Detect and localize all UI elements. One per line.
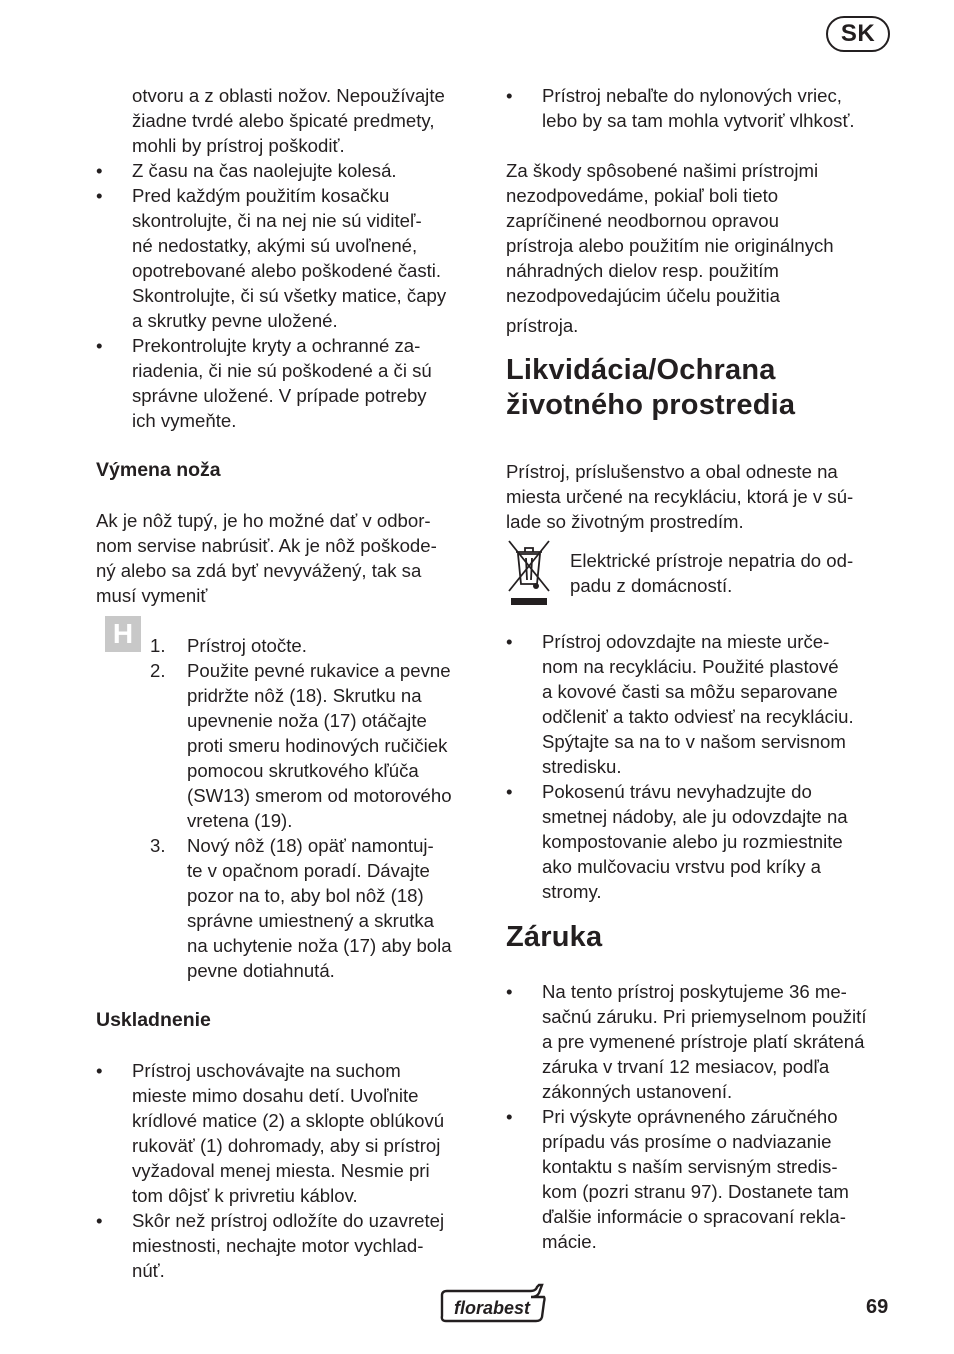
language-badge: SK [826, 16, 890, 52]
left-column [96, 83, 482, 1283]
text-line: zapríčinené neodbornou opravou [506, 210, 779, 231]
step-item [150, 633, 482, 658]
text-line: kontaktu s naším servisným stredis- [542, 1156, 838, 1177]
text-line: Na tento prístroj poskytujeme 36 me- [542, 981, 847, 1002]
text-line: nom servise nabrúsiť. Ak je nôž poškode- [96, 535, 437, 556]
section-heading-vymena: Výmena noža [96, 459, 221, 481]
bullet-dot: • [506, 781, 513, 802]
bullet-dot: • [506, 631, 513, 652]
intro-paragraph [96, 83, 482, 158]
weee-text [570, 548, 894, 598]
text-line: Prístroj otočte. [187, 635, 307, 656]
text-line: pozor na to, aby bol nôž (18) [187, 885, 424, 906]
step-item [150, 658, 482, 833]
text-line: lebo by sa tam mohla vytvoriť vlhkosť. [542, 110, 855, 131]
heading-line: životného prostredia [506, 389, 796, 421]
section-heading-zaruka: Záruka [506, 921, 603, 953]
text-line: Prekontrolujte kryty a ochranné za- [132, 335, 421, 356]
text-line: Pri výskyte oprávneného záručného [542, 1106, 838, 1127]
text-line: skontrolujte, či na nej nie sú viditeľ- [132, 210, 422, 231]
steps-list [96, 633, 482, 983]
text-line: prípadu vás prosíme o nadviazanie [542, 1131, 832, 1152]
text-line: Pred každým použitím kosačku [132, 185, 390, 206]
text-line: krídlové matice (2) a sklopte oblúkovú [132, 1110, 445, 1131]
text-line: prístroja. [506, 315, 579, 336]
text-line: nezodpovedajúcim účelu použitia [506, 285, 780, 306]
text-line: ďalšie informácie o spracovaní rekla- [542, 1206, 846, 1227]
right-column [506, 83, 894, 1254]
text-line: Skontrolujte, či sú všetky matice, čapy [132, 285, 447, 306]
text-line: Nový nôž (18) opäť namontuj- [187, 835, 434, 856]
text-line: tom dôjsť k privretiu káblov. [132, 1185, 358, 1206]
disposal-list [506, 629, 894, 904]
text-line: sačnú záruku. Pri priemyselnom použití [542, 1006, 867, 1027]
text-line: vretena (19). [187, 810, 293, 831]
page-number: 69 [866, 1296, 889, 1318]
text-line: otvoru a z oblasti nožov. Nepoužívajte [132, 85, 445, 106]
text-line: nezodpovedáme, pokiaľ boli tieto [506, 185, 779, 206]
text-line: nom na recykláciu. Použité plastové [542, 656, 839, 677]
text-line: te v opačnom poradí. Dávajte [187, 860, 430, 881]
weee-crossed-bin-icon [506, 536, 552, 606]
text-line: musí vymeniť [96, 585, 208, 606]
text-line: kompostovanie alebo ju rozmiestnite [542, 831, 843, 852]
list-item [506, 979, 894, 1104]
text-line: mieste mimo dosahu detí. Uvoľnite [132, 1085, 419, 1106]
text-line: ich vymeňte. [132, 410, 237, 431]
list-item [96, 183, 482, 333]
text-line: zákonných ustanovení. [542, 1081, 733, 1102]
text-line: miestnosti, nechajte motor vychlad- [132, 1235, 424, 1256]
text-line: rukoväť (1) dohromady, aby si prístroj [132, 1135, 441, 1156]
logo-text: florabest [453, 1298, 531, 1318]
text-line: upevnenie noža (17) otáčajte [187, 710, 427, 731]
bullet-dot: • [506, 1106, 513, 1127]
bullet-dot: • [96, 160, 103, 181]
text-line: a pre vymenené prístroje platí skrátená [542, 1031, 865, 1052]
text-line: padu z domácností. [570, 575, 733, 596]
bullet-dot: • [96, 1060, 103, 1081]
text-line: na uchytenie noža (17) aby bola [187, 935, 452, 956]
bullet-dot: • [506, 981, 513, 1002]
step-number: 1. [150, 635, 166, 656]
text-line: Spýtajte sa na to v našom servisnom [542, 731, 846, 752]
list-item [96, 333, 482, 433]
uskladnenie-list [96, 1058, 482, 1283]
text-line: odčleniť a takto odviesť na recykláciu. [542, 706, 854, 727]
text-line: pevne dotiahnutá. [187, 960, 335, 981]
bullet-dot: • [506, 85, 513, 106]
list-item [96, 1208, 482, 1283]
list-item [506, 779, 894, 904]
text-line: né nedostatky, akými sú uvoľnené, [132, 235, 418, 256]
recycle-paragraph [506, 459, 894, 534]
text-line: Ak je nôž tupý, je ho možné dať v odbor- [96, 510, 431, 531]
text-line: Za škody spôsobené našimi prístrojmi [506, 160, 819, 181]
text-line: Prístroj uschovávajte na suchom [132, 1060, 401, 1081]
text-line: kom (pozri stranu 97). Dostanete tam [542, 1181, 849, 1202]
weee-notice [506, 536, 894, 606]
text-line: lade so životným prostredím. [506, 511, 744, 532]
text-line: správne uložené. V prípade potreby [132, 385, 427, 406]
text-line: opotrebované alebo poškodené časti. [132, 260, 442, 281]
text-line: Z času na čas naolejujte kolesá. [132, 160, 397, 181]
list-item [506, 629, 894, 779]
text-line: a kovové časti sa môžu separovane [542, 681, 838, 702]
heading-line: Likvidácia/Ochrana [506, 354, 776, 386]
hint-h-icon: H [105, 616, 141, 652]
text-line: správne umiestnený a skrutka [187, 910, 435, 931]
text-line: pomocou skrutkového kľúča [187, 760, 419, 781]
text-line: núť. [132, 1260, 165, 1281]
text-line: Prístroj, príslušenstvo a obal odneste na [506, 461, 838, 482]
text-line: stromy. [542, 881, 602, 902]
text-line: smetnej nádoby, ale ju odovzdajte na [542, 806, 848, 827]
text-line: ako mulčovaciu vrstvu pod kríky a [542, 856, 822, 877]
florabest-logo [438, 1283, 548, 1325]
step-item [150, 833, 482, 983]
text-line: záruka v trvaní 12 mesiacov, podľa [542, 1056, 830, 1077]
section-heading-uskladnenie: Uskladnenie [96, 1009, 211, 1031]
text-line: Elektrické prístroje nepatria do od- [570, 550, 854, 571]
list-item [96, 1058, 482, 1208]
zaruka-list [506, 979, 894, 1254]
text-line: Pokosenú trávu nevyhadzujte do [542, 781, 812, 802]
text-line: a skrutky pevne uložené. [132, 310, 338, 331]
list-item [96, 158, 482, 183]
text-line: pridržte nôž (18). Skrutku na [187, 685, 422, 706]
text-line: riadenia, či nie sú poškodené a či sú [132, 360, 432, 381]
bullet-dot: • [96, 1210, 103, 1231]
text-line: ný alebo sa zdá byť nevyvážený, tak sa [96, 560, 422, 581]
text-line: mohli by prístroj poškodiť. [132, 135, 345, 156]
step-number: 2. [150, 660, 166, 681]
text-line: (SW13) smerom od motorového [187, 785, 452, 806]
list-item [506, 83, 894, 133]
step-number: 3. [150, 835, 166, 856]
text-line: Prístroj odovzdajte na mieste urče- [542, 631, 830, 652]
text-line: Použite pevné rukavice a pevne [187, 660, 451, 681]
text-line: žiadne tvrdé alebo špicaté predmety, [132, 110, 435, 131]
text-line: mácie. [542, 1231, 597, 1252]
text-line: Prístroj nebaľte do nylonových vriec, [542, 85, 842, 106]
text-line: Skôr než prístroj odložíte do uzavretej [132, 1210, 445, 1231]
text-line: vyžadoval menej miesta. Nesmie pri [132, 1160, 430, 1181]
bullet-dot: • [96, 335, 103, 356]
text-line: proti smeru hodinových ručičiek [187, 735, 448, 756]
list-item [506, 1104, 894, 1254]
text-line: miesta určené na recykláciu, ktorá je v sú- [506, 486, 854, 507]
vymena-paragraph [96, 508, 482, 608]
damage-paragraph [506, 158, 894, 338]
bullet-dot: • [96, 185, 103, 206]
text-line: prístroja alebo použitím nie originálnych [506, 235, 834, 256]
text-line: stredisku. [542, 756, 622, 777]
text-line: náhradných dielov resp. použitím [506, 260, 779, 281]
section-heading-likvidacia [506, 353, 894, 423]
